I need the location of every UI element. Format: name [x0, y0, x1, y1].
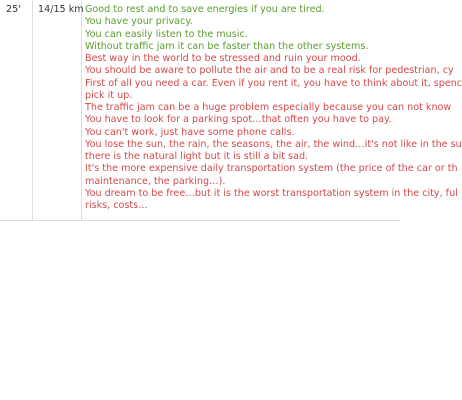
con-note: You should be aware to pollute the air and to be a real risk for pedestrian, cy: [85, 65, 454, 77]
con-note: Best way in the world to be stressed and ruin your mood.: [85, 53, 361, 64]
column-divider: [81, 0, 82, 220]
con-note: First of all you need a car. Even if you rent it, you have to think about it, spenc: [85, 77, 462, 89]
pro-note: Good to rest and to save energies if you are tired.: [85, 4, 325, 15]
con-note: It's the more expensive daily transportation system (the price of the car or th: [85, 163, 458, 175]
pro-note: You have your privacy.: [85, 16, 193, 28]
con-note: You dream to be free…but it is the worst transportation system in the city, ful: [85, 187, 458, 199]
con-note: The traffic jam can be a huge problem especially because you can not know: [85, 102, 452, 113]
con-note: maintenance, the parking…).: [85, 175, 226, 187]
pro-note: You can easily listen to the music.: [85, 28, 248, 40]
con-note: You have to look for a parking spot…that often you have to pay.: [85, 114, 392, 126]
column-divider: [32, 0, 33, 220]
con-note: You can't work, just have some phone calls.: [85, 126, 295, 138]
pros-cons-list: [85, 4, 462, 212]
travel-time: 25': [6, 4, 21, 15]
con-note: pick it up.: [85, 89, 133, 101]
con-note: risks, costs…: [85, 200, 148, 211]
pro-note: Without traffic jam it can be faster than the other systems.: [85, 40, 369, 52]
con-note: You lose the sun, the rain, the seasons, the air, the wind…it's not like in the su: [85, 138, 462, 150]
con-note: there is the natural light but it is still a bit sad.: [85, 151, 309, 162]
travel-distance: 14/15 km: [38, 4, 84, 15]
